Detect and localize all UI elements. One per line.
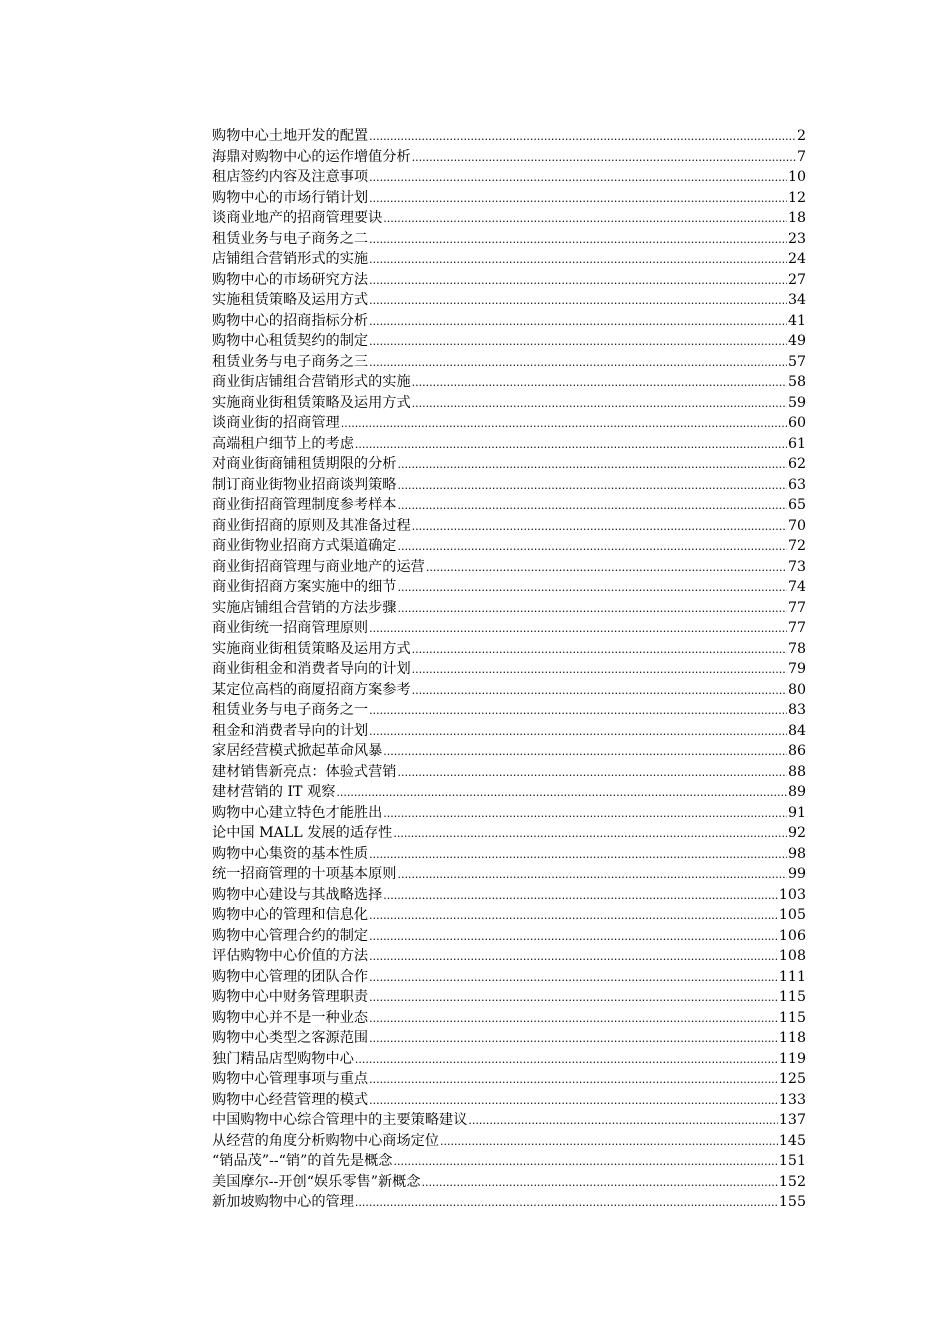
toc-leader-dots	[336, 783, 787, 804]
toc-entry[interactable]	[212, 864, 806, 885]
toc-entry[interactable]	[212, 1069, 806, 1090]
toc-leader-dots	[369, 353, 787, 374]
toc-leader-dots	[369, 947, 778, 968]
toc-entry-title: 购物中心管理事项与重点	[212, 1071, 369, 1087]
toc-entry-title: 商业街统一招商管理原则	[212, 620, 369, 636]
toc-entry[interactable]	[212, 741, 806, 762]
toc-entry[interactable]	[212, 680, 806, 701]
toc-entry-title: 购物中心中财务管理职责	[212, 989, 369, 1005]
toc-entry[interactable]	[212, 126, 806, 147]
toc-entry-title: 购物中心管理合约的制定	[212, 927, 369, 944]
toc-entry[interactable]	[212, 434, 806, 455]
toc-entry-title: 商业街物业招商方式渠道确定	[212, 538, 397, 554]
toc-entry-page: 72	[787, 538, 806, 554]
toc-entry-page: 24	[787, 251, 806, 267]
toc-entry-page: 88	[787, 763, 806, 780]
toc-entry-page: 77	[787, 620, 806, 636]
toc-entry-title: 商业街招商方案实施中的细节	[212, 579, 397, 595]
toc-entry[interactable]	[212, 905, 806, 926]
toc-leader-dots	[393, 824, 787, 845]
toc-entry-page: 77	[787, 599, 806, 616]
toc-entry[interactable]	[212, 454, 806, 475]
toc-leader-dots	[397, 496, 786, 517]
toc-entry-page: 61	[787, 435, 806, 452]
toc-entry[interactable]	[212, 167, 806, 188]
toc-leader-dots	[383, 209, 787, 230]
toc-entry-page: 111	[778, 968, 806, 985]
toc-entry-title: 谈商业地产的招商管理要诀	[212, 210, 383, 226]
toc-leader-dots	[369, 845, 787, 866]
toc-entry-title: 租赁业务与电子商务之一	[212, 702, 369, 718]
toc-leader-dots	[412, 373, 787, 394]
toc-entry[interactable]	[212, 311, 806, 332]
toc-entry[interactable]	[212, 1090, 806, 1111]
toc-entry[interactable]	[212, 659, 806, 680]
toc-entry-title: 谈商业街的招商管理	[212, 415, 340, 431]
toc-leader-dots	[369, 1091, 778, 1112]
toc-entry-title: 购物中心建立特色才能胜出	[212, 804, 383, 821]
toc-entry[interactable]	[212, 1049, 806, 1070]
toc-entry-page: 79	[787, 661, 806, 677]
toc-entry[interactable]	[212, 147, 806, 168]
toc-leader-dots	[369, 927, 778, 948]
toc-entry[interactable]	[212, 188, 806, 209]
toc-entry-page: 99	[787, 866, 806, 882]
toc-entry-title: 购物中心并不是一种业态	[212, 1009, 369, 1026]
toc-entry-title: 租店签约内容及注意事项	[212, 169, 369, 185]
toc-entry-title: 购物中心建设与其战略选择	[212, 886, 383, 903]
toc-leader-dots	[397, 865, 786, 886]
toc-leader-dots	[383, 742, 787, 763]
toc-entry[interactable]	[212, 577, 806, 598]
toc-leader-dots	[397, 455, 786, 476]
toc-entry-page: 89	[787, 784, 806, 800]
toc-leader-dots	[369, 230, 787, 251]
toc-entry-title: 购物中心租赁契约的制定	[212, 333, 369, 349]
toc-leader-dots	[355, 1050, 778, 1071]
toc-leader-dots	[426, 558, 787, 579]
toc-entry-page: 98	[787, 845, 806, 862]
toc-entry-title: 某定位高档的商厦招商方案参考	[212, 681, 411, 698]
toc-entry[interactable]	[212, 1028, 806, 1049]
toc-entry[interactable]	[212, 1172, 806, 1193]
toc-entry[interactable]	[212, 352, 806, 373]
toc-leader-dots	[468, 1111, 778, 1132]
toc-leader-dots	[422, 1173, 778, 1194]
toc-entry-page: 103	[778, 886, 806, 903]
toc-entry-title: 海鼎对购物中心的运作增值分析	[212, 148, 411, 165]
toc-entry-title: 购物中心管理的团队合作	[212, 968, 369, 985]
toc-leader-dots	[383, 804, 787, 825]
toc-leader-dots	[369, 312, 787, 333]
toc-entry-page: 115	[778, 1009, 806, 1026]
toc-entry-title: 从经营的角度分析购物中心商场定位	[212, 1132, 440, 1149]
toc-entry-page: 152	[778, 1173, 806, 1190]
toc-entry-page: 145	[778, 1132, 806, 1149]
toc-entry-title: 租金和消费者导向的计划	[212, 722, 369, 739]
toc-leader-dots	[369, 722, 787, 743]
toc-leader-dots	[412, 394, 787, 415]
toc-entry-title: 评估购物中心价值的方法	[212, 948, 369, 964]
toc-entry[interactable]	[212, 823, 806, 844]
toc-entry[interactable]	[212, 700, 806, 721]
toc-leader-dots	[397, 578, 786, 599]
toc-entry-page: 2	[796, 128, 806, 144]
toc-entry-page: 115	[778, 989, 806, 1005]
toc-entry-title: 购物中心的市场行销计划	[212, 189, 369, 206]
toc-entry-title: 购物中心的招商指标分析	[212, 312, 369, 329]
toc-entry-title: 家居经营模式掀起革命风暴	[212, 743, 383, 759]
toc-entry-title: 商业街店铺组合营销形式的实施	[212, 374, 411, 390]
toc-entry[interactable]	[212, 1131, 806, 1152]
toc-entry[interactable]	[212, 270, 806, 291]
toc-leader-dots	[369, 906, 778, 927]
toc-entry[interactable]	[212, 639, 806, 660]
toc-entry-title: 商业街租金和消费者导向的计划	[212, 661, 411, 677]
toc-leader-dots	[412, 517, 787, 538]
toc-entry[interactable]	[212, 372, 806, 393]
toc-entry-title: 实施店铺组合营销的方法步骤	[212, 599, 397, 616]
toc-leader-dots	[355, 435, 787, 456]
toc-entry[interactable]	[212, 331, 806, 352]
toc-leader-dots	[369, 968, 778, 989]
toc-entry-page: 92	[787, 825, 806, 841]
toc-entry[interactable]	[212, 762, 806, 783]
toc-leader-dots	[369, 1009, 778, 1030]
toc-entry-title: 建材营销的 IT 观察	[212, 784, 336, 800]
toc-entry[interactable]	[212, 495, 806, 516]
toc-entry-page: 65	[787, 497, 806, 513]
toc-entry-title: 实施商业街租赁策略及运用方式	[212, 394, 411, 411]
toc-entry-title: 购物中心的管理和信息化	[212, 907, 369, 923]
toc-entry-title: 租赁业务与电子商务之三	[212, 353, 369, 370]
toc-entry-page: 125	[778, 1071, 806, 1087]
toc-entry-page: 119	[778, 1050, 806, 1067]
toc-leader-dots	[369, 619, 787, 640]
toc-entry[interactable]	[212, 1192, 806, 1213]
toc-entry-title: “销品茂”--“销”的首先是概念	[212, 1153, 393, 1169]
toc-leader-dots	[397, 599, 786, 620]
toc-leader-dots	[369, 127, 796, 148]
toc-leader-dots	[369, 988, 778, 1009]
toc-entry-title: 独门精品店型购物中心	[212, 1050, 354, 1067]
toc-entry-page: 91	[787, 804, 806, 821]
toc-entry-title: 实施商业街租赁策略及运用方式	[212, 640, 411, 657]
toc-entry-page: 62	[787, 456, 806, 472]
toc-leader-dots	[440, 1132, 778, 1153]
toc-leader-dots	[412, 640, 787, 661]
toc-leader-dots	[412, 681, 787, 702]
toc-entry-title: 购物中心集资的基本性质	[212, 845, 369, 862]
toc-entry-title: 租赁业务与电子商务之二	[212, 230, 369, 247]
toc-entry[interactable]	[212, 618, 806, 639]
toc-leader-dots	[369, 291, 787, 312]
toc-entry-page: 137	[778, 1112, 806, 1128]
toc-entry[interactable]	[212, 1110, 806, 1131]
toc-entry[interactable]	[212, 598, 806, 619]
toc-leader-dots	[341, 414, 787, 435]
toc-entry-page: 7	[796, 148, 806, 165]
toc-entry[interactable]	[212, 1151, 806, 1172]
toc-entry[interactable]	[212, 290, 806, 311]
toc-entry-page: 60	[787, 415, 806, 431]
toc-entry-page: 86	[787, 743, 806, 759]
toc-entry-page: 57	[787, 353, 806, 370]
toc-entry[interactable]	[212, 782, 806, 803]
toc-leader-dots	[369, 250, 787, 271]
toc-leader-dots	[383, 886, 778, 907]
toc-entry-title: 统一招商管理的十项基本原则	[212, 866, 397, 882]
toc-entry-page: 78	[787, 640, 806, 657]
toc-entry[interactable]	[212, 208, 806, 229]
toc-leader-dots	[397, 537, 786, 558]
toc-leader-dots	[369, 1070, 778, 1091]
toc-entry[interactable]	[212, 885, 806, 906]
toc-entry-page: 27	[787, 271, 806, 288]
toc-entry-title: 对商业街商铺租赁期限的分析	[212, 456, 397, 472]
toc-entry-page: 155	[778, 1194, 806, 1210]
toc-entry-page: 12	[787, 189, 806, 206]
toc-entry[interactable]	[212, 1008, 806, 1029]
toc-entry[interactable]	[212, 926, 806, 947]
table-of-contents	[212, 126, 806, 1213]
toc-entry-title: 美国摩尔--开创“娱乐零售”新概念	[212, 1173, 421, 1190]
toc-entry-page: 133	[778, 1091, 806, 1108]
toc-leader-dots	[369, 271, 787, 292]
toc-leader-dots	[412, 148, 796, 169]
toc-entry-title: 制订商业街物业招商谈判策略	[212, 476, 397, 493]
toc-entry[interactable]	[212, 475, 806, 496]
toc-entry-page: 34	[787, 292, 806, 308]
toc-entry-page: 41	[787, 312, 806, 329]
toc-entry-page: 18	[787, 210, 806, 226]
toc-entry-title: 购物中心土地开发的配置	[212, 128, 369, 144]
toc-entry-title: 店铺组合营销形式的实施	[212, 251, 369, 267]
toc-entry-page: 106	[778, 927, 806, 944]
toc-entry-page: 80	[787, 681, 806, 698]
toc-entry-title: 商业街招商的原则及其准备过程	[212, 517, 411, 534]
toc-entry-title: 购物中心类型之客源范围	[212, 1030, 369, 1046]
toc-leader-dots	[393, 1152, 777, 1173]
toc-entry-title: 商业街招商管理与商业地产的运营	[212, 558, 425, 575]
toc-leader-dots	[369, 168, 787, 189]
toc-entry-page: 10	[787, 169, 806, 185]
toc-entry-title: 中国购物中心综合管理中的主要策略建议	[212, 1112, 468, 1128]
toc-entry-title: 新加坡购物中心的管理	[212, 1194, 354, 1210]
toc-leader-dots	[369, 332, 787, 353]
toc-leader-dots	[355, 1193, 778, 1214]
toc-leader-dots	[397, 763, 786, 784]
toc-entry[interactable]	[212, 803, 806, 824]
toc-entry-page: 108	[778, 948, 806, 964]
toc-leader-dots	[412, 660, 787, 681]
toc-entry[interactable]	[212, 557, 806, 578]
toc-entry-title: 购物中心的市场研究方法	[212, 271, 369, 288]
toc-entry-page: 105	[778, 907, 806, 923]
toc-entry[interactable]	[212, 844, 806, 865]
toc-entry-title: 商业街招商管理制度参考样本	[212, 497, 397, 513]
toc-entry-title: 建材销售新亮点：体验式营销	[212, 763, 397, 780]
toc-entry-page: 83	[787, 702, 806, 718]
toc-entry-page: 58	[787, 374, 806, 390]
toc-entry-page: 74	[787, 579, 806, 595]
toc-entry[interactable]	[212, 946, 806, 967]
toc-leader-dots	[397, 476, 786, 497]
toc-entry-page: 70	[787, 517, 806, 534]
toc-entry-title: 实施租赁策略及运用方式	[212, 292, 369, 308]
toc-leader-dots	[369, 701, 787, 722]
toc-entry-title: 高端租户细节上的考虑	[212, 435, 354, 452]
toc-entry[interactable]	[212, 229, 806, 250]
toc-entry-title: 论中国 MALL 发展的适存性	[212, 825, 393, 841]
toc-entry-page: 118	[778, 1030, 806, 1046]
toc-entry[interactable]	[212, 536, 806, 557]
toc-entry-page: 73	[787, 558, 806, 575]
toc-leader-dots	[369, 189, 787, 210]
toc-entry[interactable]	[212, 721, 806, 742]
toc-entry[interactable]	[212, 393, 806, 414]
toc-entry-page: 63	[787, 476, 806, 493]
toc-entry-title: 购物中心经营管理的模式	[212, 1091, 369, 1108]
toc-entry-page: 151	[778, 1153, 806, 1169]
toc-entry-page: 59	[787, 394, 806, 411]
toc-entry[interactable]	[212, 987, 806, 1008]
toc-entry-page: 49	[787, 333, 806, 349]
toc-entry[interactable]	[212, 967, 806, 988]
toc-leader-dots	[369, 1029, 778, 1050]
toc-entry[interactable]	[212, 516, 806, 537]
toc-entry[interactable]	[212, 249, 806, 270]
toc-entry-page: 84	[787, 722, 806, 739]
toc-entry[interactable]	[212, 413, 806, 434]
toc-entry-page: 23	[787, 230, 806, 247]
